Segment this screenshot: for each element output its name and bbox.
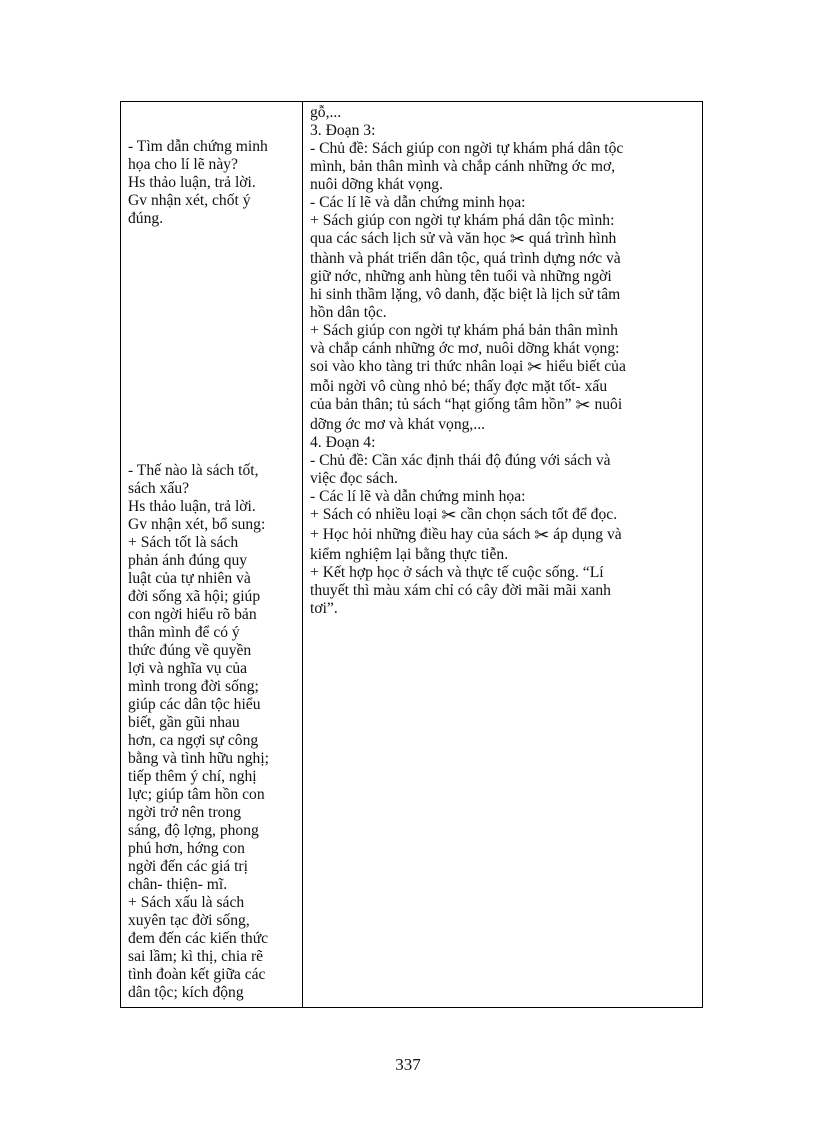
text-line: 3. Đoạn 3: [310,122,376,139]
text-line: đời sống xã hội; giúp [128,588,261,605]
text-line: + Sách giúp con ngời tự khám phá bản thân mình [310,322,618,339]
evidence-line-b: soi vào kho tàng tri thức nhân loại ✂ hiểu biết của [310,357,626,377]
text-line: hơn, ca ngợi sự công [128,732,259,749]
text-line: - Các lí lẽ và dẫn chứng minh họa: [310,194,526,211]
text-line: thân mình để có ý [128,624,240,641]
text-line: Gv nhận xét, chốt ý [128,192,251,209]
text-line: hồn dân tộc. [310,304,387,321]
right-block-section-3-body [310,250,698,358]
text-line: - Tìm dẫn chứng minh [128,138,268,155]
text-line: họa cho lí lẽ này? [128,156,238,173]
text-line: dân tộc; kích động [128,984,244,1001]
text-line: + Kết hợp học ở sách và thực tế cuộc sống. “Lí [310,564,604,581]
text-line: mình trong đời sống; [128,678,259,695]
text-line: Hs thảo luận, trả lời. [128,498,256,515]
scissors-icon: ✂ [527,357,543,377]
text-line: dỡng ớc mơ và khát vọng,... [310,416,486,433]
content-table [120,101,703,1008]
text-line: con ngời hiểu rõ bản [128,606,257,623]
text-line: Gv nhận xét, bổ sung: [128,516,266,533]
text-line: phản ánh đúng quy [128,552,248,569]
left-block-question-1 [128,138,298,228]
text-line: - Thế nào là sách tốt, [128,462,259,479]
text-line: lực; giúp tâm hồn con [128,786,265,803]
text-line: tơi”. [310,600,338,617]
text-line: thuyết thì màu xám chỉ có cây đời mãi mãi xanh [310,582,611,599]
page-number: 337 [395,1055,421,1074]
text-line: mình, bản thân mình và chắp cánh những ớc mơ, [310,158,616,175]
left-block-question-2 [128,462,298,1002]
text-line: ngời trở nên trong [128,804,242,821]
text-line: nuôi dỡng khát vọng. [310,176,443,193]
text-line: + Sách xấu là sách [128,894,245,911]
text-line: - Các lí lẽ và dẫn chứng minh họa: [310,488,526,505]
evidence-line-c: mỗi ngời vô cùng nhỏ bé; thấy đợc mặt tốt- xấu [310,378,608,395]
text-line: giữ nớc, những anh hùng tên tuổi và những ngời [310,268,612,285]
text-line: đúng. [128,210,164,227]
text-line: tình đoàn kết giữa các [128,966,266,983]
text-line: và chắp cánh những ớc mơ, nuôi dỡng khát vọng: [310,340,620,357]
scissors-icon: ✂ [575,395,591,415]
text-line: giúp các dân tộc hiểu [128,696,261,713]
scissors-icon: ✂ [534,525,550,545]
right-block-section-3-head [310,104,698,230]
column-divider [302,102,303,1007]
text-line: biết, gần gũi nhau [128,714,240,731]
text-line: phú hơn, hớng con [128,840,245,857]
right-block-section-4-head [310,416,698,506]
scissors-icon: ✂ [509,229,525,249]
text-line: sai lầm; kì thị, chia rẽ [128,948,264,965]
text-line: - Chủ đề: Sách giúp con ngời tự khám phá dân tộc [310,140,624,157]
text-line: + Sách tốt là sách [128,534,239,551]
text-line: thức đúng về quyền [128,642,252,659]
text-line: lợi và nghĩa vụ của [128,660,248,677]
left-column [128,102,298,1002]
text-line: sáng, độ lợng, phong [128,822,259,839]
evidence-line-e: + Sách có nhiều loại ✂ cần chọn sách tốt để đọc. [310,505,618,525]
scissors-icon: ✂ [441,505,457,525]
text-line: việc đọc sách. [310,470,398,487]
right-column [310,104,698,618]
text-line: + Sách giúp con ngời tự khám phá dân tộc mình: [310,212,615,229]
text-line: - Chủ đề: Cần xác định thái độ đúng với sách và [310,452,611,469]
text-line: hi sinh thầm lặng, vô danh, đặc biệt là lịch sử tâm [310,286,621,303]
text-line: gỗ,... [310,104,342,121]
text-line: thành và phát triển dân tộc, quá trình dựng nớc và [310,250,621,267]
text-line: bằng và tình hữu nghị; [128,750,269,767]
text-line: 4. Đoạn 4: [310,434,376,451]
text-line: ngời đến các giá trị [128,858,248,875]
evidence-line-a: qua các sách lịch sử và văn học ✂ quá trình hình [310,229,617,249]
text-line: chân- thiện- mĩ. [128,876,228,893]
text-line: luật của tự nhiên và [128,570,251,587]
evidence-line-f: + Học hỏi những điều hay của sách ✂ áp dụng và [310,525,622,545]
text-line: tiếp thêm ý chí, nghị [128,768,257,785]
right-block-section-4-body [310,546,698,618]
text-line: sách xấu? [128,480,190,497]
text-line: Hs thảo luận, trả lời. [128,174,256,191]
text-line: đem đến các kiến thức [128,930,269,947]
evidence-line-d: của bản thân; tủ sách “hạt giống tâm hồn” ✂ nuôi [310,395,623,415]
text-line: xuyên tạc đời sống, [128,912,250,929]
text-line: kiểm nghiệm lại bằng thực tiễn. [310,546,509,563]
